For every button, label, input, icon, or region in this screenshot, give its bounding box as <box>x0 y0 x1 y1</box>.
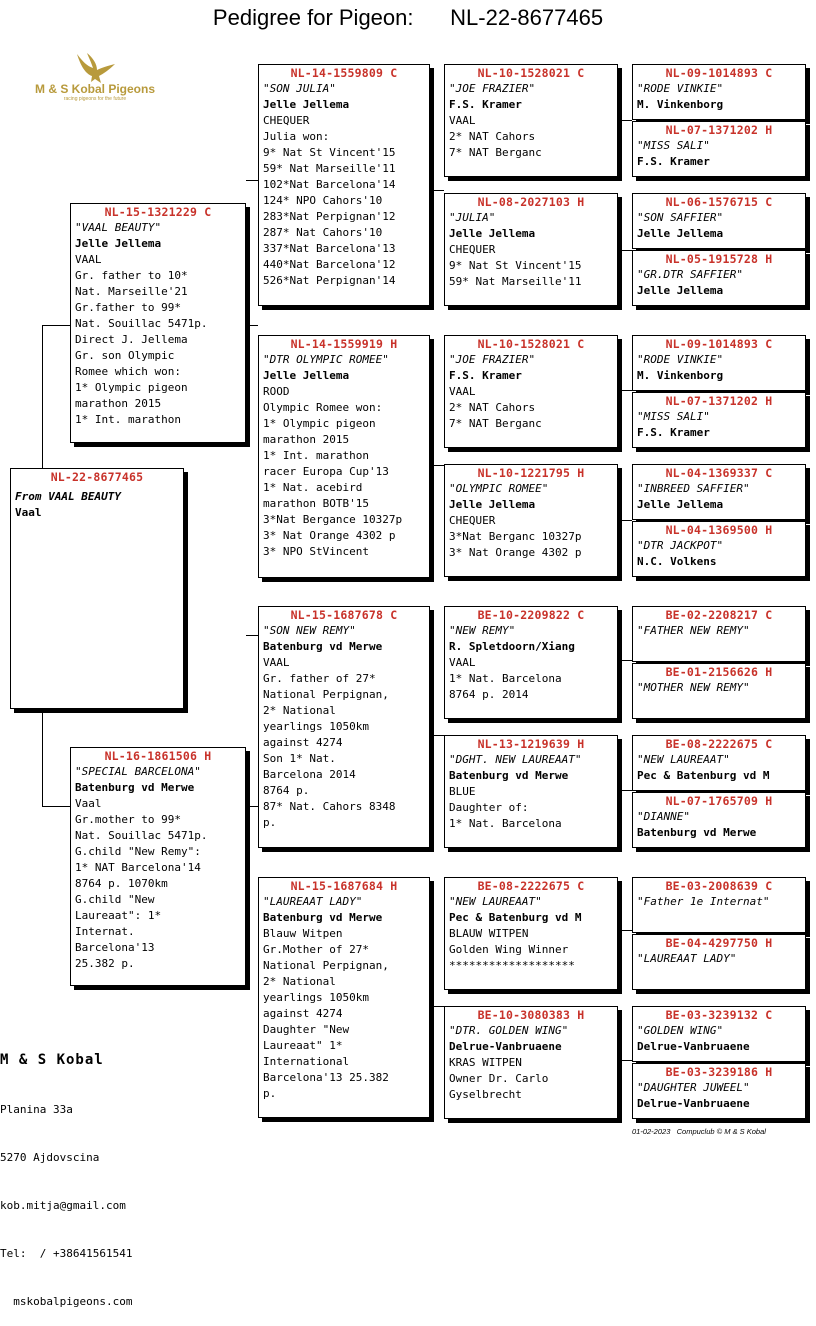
owner-name: M. Vinkenborg <box>637 98 724 111</box>
info-line: 3* Nat Orange 4302 p <box>449 546 582 559</box>
pigeon-name: "JOE FRAZIER" <box>449 353 536 366</box>
pigeon-name: "DTR. GOLDEN WING" <box>449 1024 569 1037</box>
owner-name: Vaal <box>15 506 42 519</box>
owner-name: Jelle Jellema <box>75 237 162 250</box>
pigeon-name: "GOLDEN WING" <box>637 1024 724 1037</box>
connector-line <box>618 390 632 391</box>
pigeon-card-g7[interactable] <box>632 464 806 520</box>
info-line: yearlings 1050km <box>263 991 369 1004</box>
owner-name: Delrue-Vanbruaene <box>637 1040 750 1053</box>
ring-number: BE-04-4297750 H <box>665 936 773 950</box>
pigeon-card-g12[interactable] <box>632 792 806 848</box>
pigeon-card-sire[interactable] <box>70 203 246 443</box>
pigeon-name: "FATHER NEW REMY" <box>637 624 750 637</box>
pigeon-card-sire-dam[interactable] <box>258 335 430 578</box>
info-line: 25.382 p. <box>75 957 135 970</box>
info-line: G.child "New Remy": <box>75 845 201 858</box>
info-line: Romee which won: <box>75 365 181 378</box>
pigeon-card-g8[interactable] <box>632 521 806 577</box>
owner-name: N.C. Volkens <box>637 555 717 568</box>
info-line: KRAS WITPEN <box>449 1056 522 1069</box>
info-line: 2* NAT Cahors <box>449 130 536 143</box>
breeder-name: M & S Kobal <box>0 1052 104 1068</box>
connector-line <box>618 250 632 251</box>
info-line: Gr. son Olympic <box>75 349 175 362</box>
address-city: 5270 Ajdovscina <box>0 1151 100 1164</box>
pigeon-name: "SON NEW REMY" <box>263 624 356 637</box>
owner-name: Jelle Jellema <box>637 227 724 240</box>
ring-number: BE-10-2209822 C <box>477 608 585 622</box>
pigeon-card-dss[interactable] <box>444 606 618 719</box>
info-line: 1* Nat. acebird <box>263 481 363 494</box>
info-line: 2* National <box>263 704 336 717</box>
connector-line <box>42 325 70 326</box>
info-line: ******************* <box>449 959 575 972</box>
info-line: Owner Dr. Carlo <box>449 1072 549 1085</box>
info-line: Barcelona'13 25.382 <box>263 1071 389 1084</box>
pigeon-name: "DIANNE" <box>637 810 690 823</box>
pigeon-card-g10[interactable] <box>632 663 806 719</box>
pigeon-name: "LAUREAAT LADY" <box>263 895 363 908</box>
info-line: Barcelona'13 <box>75 941 155 954</box>
info-line: p. <box>263 816 277 829</box>
pigeon-name: "NEW LAUREAAT" <box>637 753 730 766</box>
info-line: Vaal <box>75 797 102 810</box>
info-line: Gr. father of 27* <box>263 672 376 685</box>
info-line: 3* NPO StVincent <box>263 545 369 558</box>
owner-name: Delrue-Vanbruaene <box>637 1097 750 1110</box>
pigeon-name: "OLYMPIC ROMEE" <box>449 482 549 495</box>
pigeon-name: "DGHT. NEW LAUREAAT" <box>449 753 582 766</box>
ring-number: NL-08-2027103 H <box>477 195 585 209</box>
connector-line <box>42 325 43 468</box>
connector-line <box>618 790 632 791</box>
connector-line <box>618 520 632 521</box>
pigeon-card-dam[interactable] <box>70 747 246 986</box>
owner-name: Batenburg vd Merwe <box>449 769 569 782</box>
info-line: p. <box>263 1087 277 1100</box>
info-line: Direct J. Jellema <box>75 333 188 346</box>
info-line: BLUE <box>449 785 476 798</box>
info-line: Barcelona 2014 <box>263 768 356 781</box>
owner-name: Pec & Batenburg vd M <box>637 769 770 782</box>
pigeon-name: "DTR JACKPOT" <box>637 539 724 552</box>
pigeon-name: "VAAL BEAUTY" <box>75 221 162 234</box>
info-line: marathon BOTB'15 <box>263 497 369 510</box>
pigeon-name: "MISS SALI" <box>637 410 710 423</box>
connector-line <box>618 660 632 661</box>
info-line: 59* Nat Marseille'11 <box>263 162 396 175</box>
pigeon-name: "SPECIAL BARCELONA" <box>75 765 201 778</box>
pigeon-card-g14[interactable] <box>632 934 806 990</box>
ring-number: NL-07-1371202 H <box>665 123 773 137</box>
owner-name: F.S. Kramer <box>449 98 522 111</box>
breeder-address <box>0 1018 132 1326</box>
ring-number: NL-05-1915728 H <box>665 252 773 266</box>
pigeon-card-dam-dam[interactable] <box>258 877 430 1118</box>
ring-number: BE-03-3239132 C <box>665 1008 773 1022</box>
connector-line <box>618 1060 632 1061</box>
page-title: Pedigree for Pigeon: NL-22-8677465 <box>212 5 604 30</box>
logo-name: M & S Kobal Pigeons <box>34 82 155 96</box>
pigeon-name: "SON JULIA" <box>263 82 336 95</box>
info-line: Daughter "New <box>263 1023 350 1036</box>
ring-number: BE-10-3080383 H <box>477 1008 585 1022</box>
pigeon-card-g5[interactable] <box>632 335 806 391</box>
owner-name: M. Vinkenborg <box>637 369 724 382</box>
info-line: ROOD <box>263 385 290 398</box>
info-line: marathon 2015 <box>75 397 162 410</box>
footer-credit: 01-02-2023 Compuclub © M & S Kobal <box>632 1127 766 1136</box>
ring-number: NL-15-1687684 H <box>290 879 398 893</box>
info-line: against 4274 <box>263 1007 343 1020</box>
pigeon-card-sdd[interactable] <box>444 464 618 577</box>
info-line: against 4274 <box>263 736 343 749</box>
ring-number: NL-10-1528021 C <box>477 66 585 80</box>
info-line: 102*Nat Barcelona'14 <box>263 178 396 191</box>
info-line: 3*Nat Berganc 10327p <box>449 530 582 543</box>
owner-name: Batenburg vd Merwe <box>263 911 383 924</box>
info-line: 8764 p. 2014 <box>449 688 529 701</box>
address-email[interactable]: kob.mitja@gmail.com <box>0 1199 126 1212</box>
info-line: VAAL <box>449 114 476 127</box>
info-line: National Perpignan, <box>263 688 389 701</box>
owner-name: F.S. Kramer <box>449 369 522 382</box>
info-line: 440*Nat Barcelona'12 <box>263 258 396 271</box>
info-line: VAAL <box>449 385 476 398</box>
info-line: Julia won: <box>263 130 330 143</box>
info-line: Gr.father to 99* <box>75 301 181 314</box>
ring-number: BE-01-2156626 H <box>665 665 773 679</box>
pigeon-card-subject[interactable] <box>10 468 184 709</box>
info-line: 7* NAT Berganc <box>449 146 542 159</box>
pigeon-card-sds[interactable] <box>444 335 618 448</box>
pigeon-card-g3[interactable] <box>632 193 806 249</box>
pigeon-card-ssd[interactable] <box>444 193 618 306</box>
connector-line <box>430 735 444 736</box>
owner-name: Jelle Jellema <box>263 369 350 382</box>
logo <box>30 52 160 108</box>
ring-number: NL-16-1861506 H <box>104 749 212 763</box>
address-phone: Tel: / +38641561541 <box>0 1247 133 1260</box>
connector-line <box>618 930 632 931</box>
info-line: 283*Nat Perpignan'12 <box>263 210 396 223</box>
connector-line <box>618 120 632 121</box>
pigeon-name: "INBREED SAFFIER" <box>637 482 750 495</box>
info-line: 1* Int. marathon <box>263 449 369 462</box>
ring-number: NL-14-1559919 H <box>290 337 398 351</box>
pigeon-name: "DAUGHTER JUWEEL" <box>637 1081 750 1094</box>
info-line: Gr. father to 10* <box>75 269 188 282</box>
logo-tagline: racing pigeons for the future <box>63 96 127 102</box>
owner-name: Batenburg vd Merwe <box>263 640 383 653</box>
ring-number: NL-07-1371202 H <box>665 394 773 408</box>
info-line: Nat. Souillac 5471p. <box>75 829 208 842</box>
info-line: Nat. Marseille'21 <box>75 285 188 298</box>
pigeon-card-dam-sire[interactable] <box>258 606 430 848</box>
info-line: 1* Olympic pigeon <box>263 417 376 430</box>
ring-number: NL-15-1687678 C <box>290 608 398 622</box>
connector-line <box>246 635 258 636</box>
pigeon-name: From VAAL BEAUTY <box>15 490 121 503</box>
ring-number: BE-02-2208217 C <box>665 608 773 622</box>
ring-number: NL-09-1014893 C <box>665 337 773 351</box>
pigeon-name: "LAUREAAT LADY" <box>637 952 737 965</box>
address-street: Planina 33a <box>0 1103 73 1116</box>
info-line: Nat. Souillac 5471p. <box>75 317 208 330</box>
owner-name: F.S. Kramer <box>637 426 710 439</box>
info-line: Blauw Witpen <box>263 927 343 940</box>
info-line: VAAL <box>449 656 476 669</box>
pigeon-card-sss[interactable] <box>444 64 618 177</box>
pigeon-name: "SON SAFFIER" <box>637 211 724 224</box>
owner-name: Jelle Jellema <box>637 284 724 297</box>
info-line: Golden Wing Winner <box>449 943 569 956</box>
info-line: International <box>263 1055 350 1068</box>
info-line: BLAUW WITPEN <box>449 927 529 940</box>
info-line: CHEQUER <box>263 114 310 127</box>
info-line: CHEQUER <box>449 243 496 256</box>
ring-number: BE-08-2222675 C <box>477 879 585 893</box>
pigeon-card-g13[interactable] <box>632 877 806 933</box>
pigeon-name: "MOTHER NEW REMY" <box>637 681 750 694</box>
pigeon-logo-icon <box>73 52 117 84</box>
info-line: 8764 p. <box>263 784 310 797</box>
info-line: G.child "New <box>75 893 155 906</box>
pigeon-card-g1[interactable] <box>632 64 806 120</box>
owner-name: Pec & Batenburg vd M <box>449 911 582 924</box>
ring-number: NL-22-8677465 <box>50 470 144 484</box>
ring-number: NL-07-1765709 H <box>665 794 773 808</box>
info-line: 7* NAT Berganc <box>449 417 542 430</box>
connector-line <box>430 465 444 466</box>
info-line: CHEQUER <box>449 514 496 527</box>
info-line: 9* Nat St Vincent'15 <box>449 259 582 272</box>
owner-name: Jelle Jellema <box>449 498 536 511</box>
info-line: 59* Nat Marseille'11 <box>449 275 582 288</box>
info-line: racer Europa Cup'13 <box>263 465 389 478</box>
ring-number: BE-08-2222675 C <box>665 737 773 751</box>
pigeon-name: "MISS SALI" <box>637 139 710 152</box>
info-line: 8764 p. 1070km <box>75 877 168 890</box>
owner-name: R. Spletdoorn/Xiang <box>449 640 575 653</box>
pigeon-name: "RODE VINKIE" <box>637 353 724 366</box>
info-line: 2* NAT Cahors <box>449 401 536 414</box>
info-line: 124* NPO Cahors'10 <box>263 194 383 207</box>
connector-line <box>42 806 70 807</box>
ring-number: NL-10-1528021 C <box>477 337 585 351</box>
info-line: 87* Nat. Cahors 8348 <box>263 800 396 813</box>
pigeon-card-g6[interactable] <box>632 392 806 448</box>
ring-number: NL-04-1369337 C <box>665 466 773 480</box>
ring-number: BE-03-2008639 C <box>665 879 773 893</box>
connector-line <box>430 190 444 191</box>
pigeon-card-dds[interactable] <box>444 877 618 990</box>
info-line: Son 1* Nat. <box>263 752 336 765</box>
pigeon-name: "JOE FRAZIER" <box>449 82 536 95</box>
info-line: Laureaat": 1* <box>75 909 162 922</box>
pigeon-name: "DTR OLYMPIC ROMEE" <box>263 353 389 366</box>
info-line: 287* Nat Cahors'10 <box>263 226 383 239</box>
connector-line <box>246 806 258 807</box>
owner-name: F.S. Kramer <box>637 155 710 168</box>
ring-number: NL-14-1559809 C <box>290 66 398 80</box>
owner-name: Batenburg vd Merwe <box>637 826 757 839</box>
info-line: 1* Nat. Barcelona <box>449 672 562 685</box>
info-line: 1* NAT Barcelona'14 <box>75 861 201 874</box>
pigeon-card-g9[interactable] <box>632 606 806 662</box>
owner-name: Delrue-Vanbruaene <box>449 1040 562 1053</box>
owner-name: Jelle Jellema <box>637 498 724 511</box>
ring-number: NL-15-1321229 C <box>104 205 212 219</box>
pigeon-card-g16[interactable] <box>632 1063 806 1119</box>
info-line: National Perpignan, <box>263 959 389 972</box>
info-line: 3* Nat Orange 4302 p <box>263 529 396 542</box>
ring-number: NL-09-1014893 C <box>665 66 773 80</box>
connector-line <box>246 325 258 326</box>
info-line: Daughter of: <box>449 801 529 814</box>
pigeon-name: "RODE VINKIE" <box>637 82 724 95</box>
info-line: 1* Nat. Barcelona <box>449 817 562 830</box>
ring-number: NL-06-1576715 C <box>665 195 773 209</box>
ring-number: NL-10-1221795 H <box>477 466 585 480</box>
ring-number: NL-04-1369500 H <box>665 523 773 537</box>
info-line: marathon 2015 <box>263 433 350 446</box>
pigeon-name: "NEW LAUREAAT" <box>449 895 542 908</box>
pigeon-card-g11[interactable] <box>632 735 806 791</box>
info-line: VAAL <box>263 656 290 669</box>
owner-name: Jelle Jellema <box>263 98 350 111</box>
connector-line <box>246 180 258 181</box>
info-line: Gr.Mother of 27* <box>263 943 369 956</box>
address-website[interactable]: mskobalpigeons.com <box>0 1295 133 1308</box>
pigeon-card-g2[interactable] <box>632 121 806 177</box>
info-line: yearlings 1050km <box>263 720 369 733</box>
info-line: 2* National <box>263 975 336 988</box>
pigeon-name: "NEW REMY" <box>449 624 516 637</box>
info-line: 526*Nat Perpignan'14 <box>263 274 396 287</box>
owner-name: Jelle Jellema <box>449 227 536 240</box>
pigeon-name: "JULIA" <box>449 211 496 224</box>
pigeon-card-dsd[interactable] <box>444 735 618 848</box>
pigeon-card-ddd[interactable] <box>444 1006 618 1119</box>
info-line: 337*Nat Barcelona'13 <box>263 242 396 255</box>
ring-number: NL-13-1219639 H <box>477 737 585 751</box>
info-line: 1* Olympic pigeon <box>75 381 188 394</box>
info-line: Gyselbrecht <box>449 1088 522 1101</box>
owner-name: Batenburg vd Merwe <box>75 781 195 794</box>
connector-line <box>430 1006 444 1007</box>
ring-number: BE-03-3239186 H <box>665 1065 773 1079</box>
info-line: 9* Nat St Vincent'15 <box>263 146 396 159</box>
pigeon-card-g4[interactable] <box>632 250 806 306</box>
info-line: VAAL <box>75 253 102 266</box>
info-line: Laureaat" 1* <box>263 1039 343 1052</box>
info-line: 3*Nat Bergance 10327p <box>263 513 403 526</box>
pigeon-card-g15[interactable] <box>632 1006 806 1062</box>
connector-line <box>42 709 43 807</box>
pigeon-name: "Father 1e Internat" <box>637 895 770 908</box>
pigeon-card-sire-sire[interactable] <box>258 64 430 306</box>
pigeon-name: "GR.DTR SAFFIER" <box>637 268 743 281</box>
info-line: Olympic Romee won: <box>263 401 383 414</box>
info-line: Internat. <box>75 925 135 938</box>
info-line: Gr.mother to 99* <box>75 813 181 826</box>
info-line: 1* Int. marathon <box>75 413 181 426</box>
